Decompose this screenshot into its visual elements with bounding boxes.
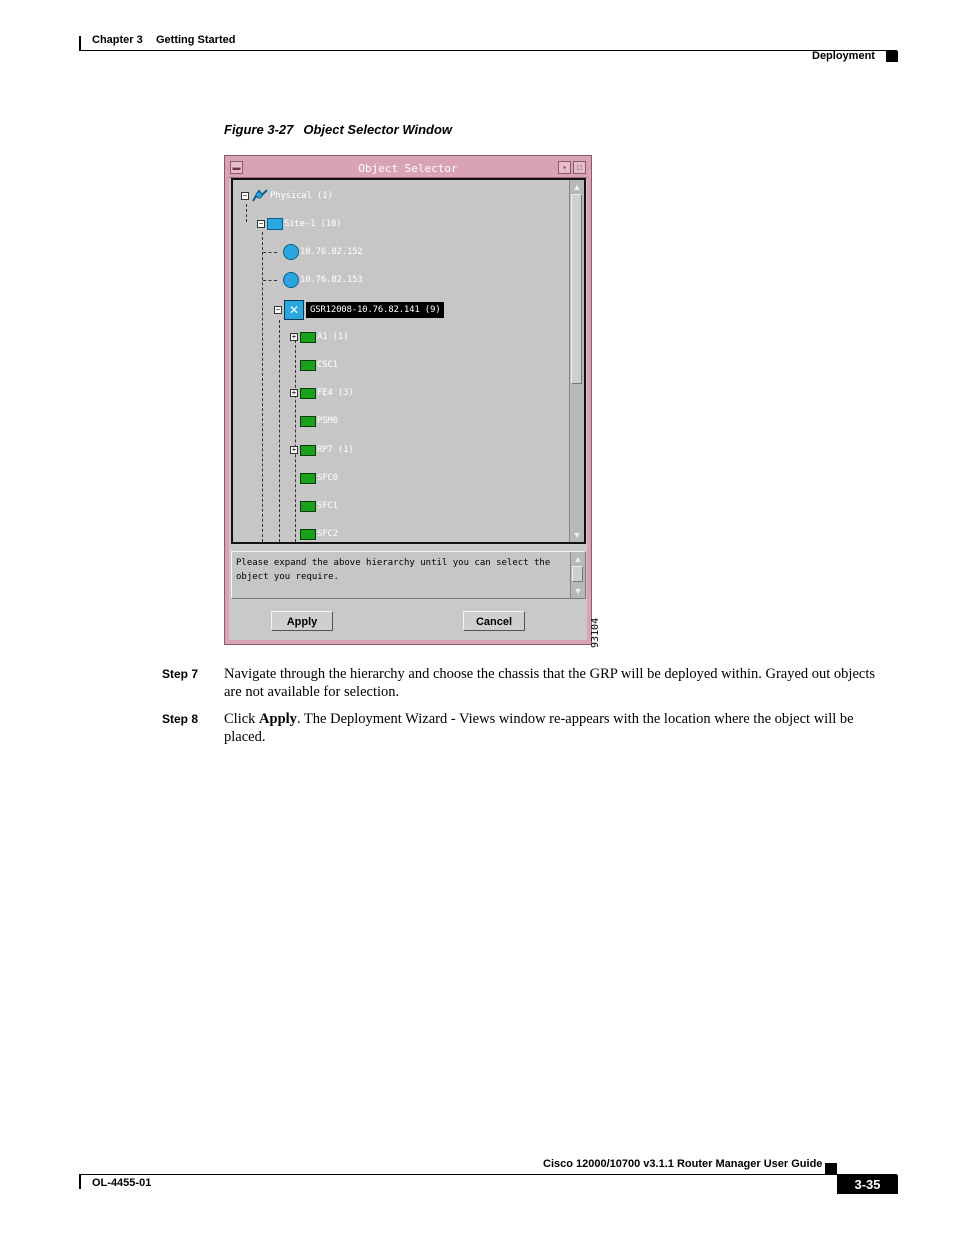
card-icon: [300, 473, 316, 484]
figure-number: Figure 3-27: [224, 122, 294, 137]
tree-connector: [262, 232, 263, 542]
tree-node-label: RP7 (1): [317, 445, 354, 455]
card-icon: [300, 360, 316, 371]
scroll-up-icon[interactable]: ▲: [572, 182, 582, 192]
footer-page-number: 3-35: [837, 1175, 898, 1194]
figure-title: Object Selector Window: [303, 122, 453, 137]
minimize-icon[interactable]: ▪: [558, 161, 571, 174]
expand-icon[interactable]: +: [291, 388, 297, 397]
step-8-text-before: Click: [224, 711, 260, 727]
card-icon: [300, 416, 316, 427]
tree-node-chassis-selected[interactable]: [274, 299, 444, 321]
scroll-thumb[interactable]: [572, 566, 583, 582]
footer-block: [825, 1163, 837, 1174]
tree-node-site[interactable]: [257, 215, 341, 233]
tree-node-label: PSM0: [317, 416, 338, 426]
card-icon: [300, 445, 316, 456]
header-section: Deployment: [812, 50, 875, 62]
object-selector-window: [224, 155, 592, 645]
tree-node-host[interactable]: [283, 243, 363, 261]
step-8-text-after: . The Deployment Wizard - Views window re-appears with the location where the object will be placed.: [224, 711, 854, 745]
tree-node-card[interactable]: [290, 441, 354, 459]
tree-node-label: SFC1: [317, 501, 338, 511]
footer-left-bar: [79, 1175, 81, 1189]
apply-button[interactable]: Apply: [271, 611, 333, 631]
window-menu-icon[interactable]: ▬: [230, 161, 243, 174]
card-icon: [300, 501, 316, 512]
tree-node-label: FE4 (3): [317, 388, 354, 398]
tree-node-label: CSC1: [317, 360, 338, 370]
message-panel: [231, 551, 586, 599]
cancel-button[interactable]: Cancel: [463, 611, 525, 631]
collapse-icon[interactable]: −: [242, 191, 248, 200]
figure-caption: [224, 122, 452, 137]
site-icon: [267, 218, 283, 230]
header-chapter: Chapter 3: [92, 34, 143, 46]
tree-node-card[interactable]: [290, 328, 348, 346]
window-title: Object Selector: [358, 162, 458, 175]
tree-node-label: A1 (1): [317, 332, 349, 342]
chassis-icon: ✕: [284, 300, 304, 320]
header-left-bar: [79, 36, 81, 50]
message-scrollbar[interactable]: [570, 552, 585, 598]
tree-node-card[interactable]: [300, 497, 338, 515]
message-text: Please expand the above hierarchy until you can select the object you require.: [236, 558, 551, 582]
host-icon: [283, 244, 299, 260]
tree-node-card[interactable]: [300, 525, 338, 542]
tree-node-label: 10.76.82.152: [300, 247, 363, 257]
expand-icon[interactable]: +: [291, 445, 297, 454]
tree-scrollbar[interactable]: [569, 180, 584, 542]
tree-connector: [263, 252, 277, 253]
tree-node-host[interactable]: [283, 271, 363, 289]
tree-node-card[interactable]: [300, 356, 338, 374]
scroll-down-icon[interactable]: ▼: [573, 586, 583, 596]
tree-panel: [231, 178, 586, 544]
tree-connector: [279, 320, 280, 542]
tree-node-card[interactable]: [300, 469, 338, 487]
scroll-up-icon[interactable]: ▲: [573, 554, 583, 564]
card-icon: [300, 332, 316, 343]
header-rule: [79, 50, 897, 51]
tree-node-physical[interactable]: [241, 187, 333, 205]
scroll-thumb[interactable]: [571, 194, 582, 384]
header-right-block: [886, 51, 898, 62]
tree-node-label: Physical (1): [270, 191, 333, 201]
header-chapter-title: Getting Started: [156, 34, 236, 46]
physical-icon: [251, 189, 269, 203]
card-icon: [300, 388, 316, 399]
step-8-label: Step 8: [162, 712, 199, 726]
step-7-label: Step 7: [162, 667, 199, 681]
footer-doc-number: OL-4455-01: [92, 1177, 152, 1189]
tree-node-card[interactable]: [290, 384, 354, 402]
maximize-icon[interactable]: □: [573, 161, 586, 174]
footer-rule: [79, 1174, 897, 1175]
step-8-text: [224, 710, 896, 746]
collapse-icon[interactable]: −: [275, 305, 281, 314]
step-7-text: Navigate through the hierarchy and choose the chassis that the GRP will be deployed within. Grayed out objects are not available for selection.: [224, 666, 875, 700]
tree-node-label: Site-1 (10): [284, 219, 342, 229]
tree-node-label: SFC0: [317, 473, 338, 483]
figure-id: 93104: [590, 617, 601, 648]
expand-icon[interactable]: +: [291, 332, 297, 341]
host-icon: [283, 272, 299, 288]
card-icon: [300, 529, 316, 540]
tree-node-label: GSR12008-10.76.82.141 (9): [306, 302, 444, 318]
step-8-apply-term: Apply: [259, 711, 297, 727]
window-titlebar[interactable]: [229, 160, 587, 178]
tree-node-label: SFC2: [317, 529, 338, 539]
footer-guide-title: Cisco 12000/10700 v3.1.1 Router Manager User Guide: [543, 1158, 823, 1170]
tree-node-card[interactable]: [300, 412, 338, 430]
tree-connector: [263, 280, 277, 281]
tree-connector: [246, 204, 247, 222]
tree-node-label: 10.76.82.153: [300, 275, 363, 285]
scroll-down-icon[interactable]: ▼: [572, 530, 582, 540]
collapse-icon[interactable]: −: [258, 219, 264, 228]
tree-view[interactable]: [233, 180, 569, 542]
